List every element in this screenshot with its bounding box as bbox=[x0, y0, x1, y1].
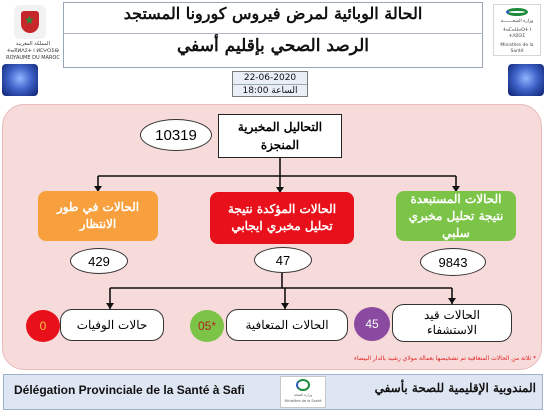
pending-cases-box: الحالات في طور الانتظار bbox=[38, 191, 158, 241]
footer-delegation-fr: Délégation Provinciale de la Santé à Safi bbox=[14, 383, 245, 397]
confirmed-cases-count: 47 bbox=[254, 247, 312, 273]
page-subtitle: الرصد الصحي بإقليم أسفي bbox=[176, 36, 370, 56]
ministry-name-fr: Ministère de la Santé bbox=[500, 43, 534, 54]
hospitalized-count: 45 bbox=[354, 307, 390, 341]
excluded-cases-count: 9843 bbox=[420, 248, 486, 276]
kingdom-name-fr: ROYAUME DU MAROC bbox=[6, 55, 60, 61]
footer-ministry-logo-icon bbox=[280, 376, 326, 408]
deaths-count: 0 bbox=[26, 310, 60, 342]
footnote: * ثلاثة من الحالات المتعافية تم تشخيصها بعمالة مولاي رشيد بالدار البيضاء bbox=[354, 355, 536, 362]
ministry-name-amazigh: ⵜⴰⵎⴰⵡⴰⵙⵜ ⵏ ⵜⴷⵓⵙⵉ bbox=[502, 28, 532, 39]
confirmed-cases-box: الحالات المؤكدة نتيجة تحليل مخبري ايجابي bbox=[210, 192, 354, 244]
page-title: الحالة الوبائية لمرض فيروس كورونا المستجد bbox=[123, 4, 423, 23]
deaths-label: حالات الوفيات bbox=[60, 309, 164, 341]
hospitalized-label: الحالات قيد الاستشفاء bbox=[392, 304, 512, 342]
kingdom-name-ar: المملكة المغربية bbox=[16, 41, 50, 47]
tests-count: 10319 bbox=[140, 119, 212, 151]
excluded-cases-box: الحالات المستبعدة نتيجة تحليل مخبري سلبي bbox=[396, 191, 516, 241]
pending-cases-count: 429 bbox=[70, 248, 128, 274]
kingdom-name-amazigh: ⵜⴰⴳⵍⴷⵉⵜ ⵏ ⵍⵎⵖⵔⵉⴱ bbox=[7, 48, 59, 54]
footer-logo-fr: Ministère de la Santé bbox=[284, 399, 322, 403]
recovered-count: 05* bbox=[190, 310, 224, 342]
recovered-label: الحالات المتعافية bbox=[226, 309, 348, 341]
tests-label: التحاليل المخبرية المنجزة bbox=[218, 114, 342, 158]
report-time: الساعة 18:00 bbox=[242, 86, 298, 96]
footer-logo-ar: وزارة الصحة bbox=[293, 393, 313, 397]
report-date: 22-06-2020 bbox=[233, 72, 307, 85]
ministry-name-ar: وزارة الصحـــــــة bbox=[500, 19, 534, 24]
footer-delegation-ar: المندوبية الإقليمية للصحة بأسفي bbox=[374, 381, 536, 395]
